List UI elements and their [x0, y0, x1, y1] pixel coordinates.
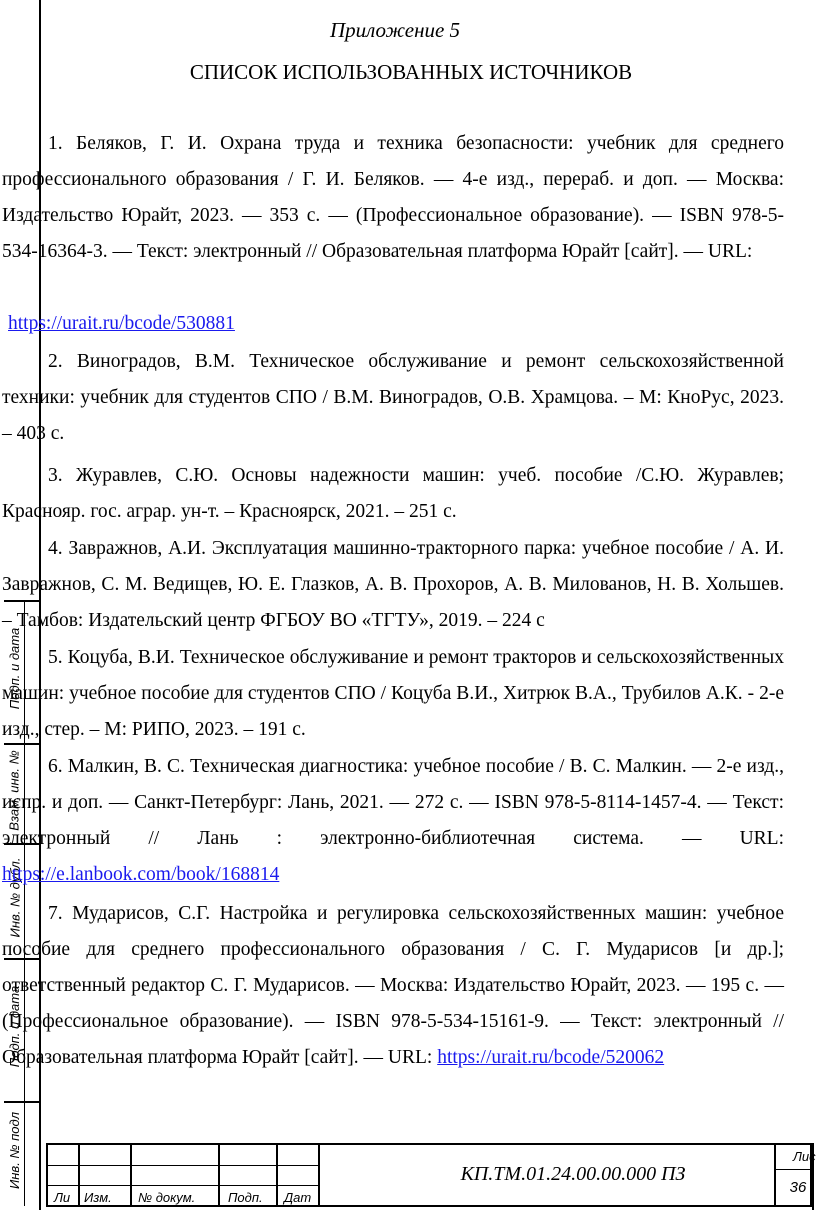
side-cell-orig-inv: [4, 1101, 39, 1206]
source-item-6: [2, 749, 784, 893]
sheet-label: Лис: [793, 1149, 816, 1164]
source-link[interactable]: https://urait.ru/bcode/530881: [8, 313, 235, 334]
source-text: 4. Завражнов, А.И. Эксплуатация машинно-тракторного парка: учебное пособие / А. И. Завражнов, С. М. Ведищев, Ю. Е. Глазков, А. В. Прохоров, А. В. Милованов, Н. В. Хольшев. – Тамбов: Издательский центр ФГБОУ ВО «ТГТУ», 2019. – 224 с: [2, 538, 784, 631]
source-item-1: [2, 126, 784, 270]
source-item-5: [2, 640, 784, 748]
column-label-sheet: Ли: [54, 1190, 71, 1205]
column-label-date: Дат: [284, 1190, 312, 1205]
side-label: Подп. и дата: [7, 985, 23, 1068]
column-label-signature: Подп.: [228, 1190, 263, 1205]
sheet-number: 36: [789, 1179, 807, 1196]
source-item-4: [2, 531, 784, 639]
appendix-heading: Приложение 5: [329, 18, 461, 42]
side-label: Подп. и дата: [7, 627, 23, 710]
source-text: 2. Виноградов, В.М. Техническое обслуживание и ремонт сельскохозяйственной техники: учебник для студентов СПО / В.М. Виноградов, О.В. Храмцова. – М: КноРус, 2023. – 403 с.: [2, 351, 784, 444]
document-code: КП.ТМ.01.24.00.00.000 ПЗ: [460, 1163, 686, 1185]
column-label-doc-number: № докум.: [138, 1190, 196, 1205]
source-link[interactable]: https://e.lanbook.com/book/168814: [2, 864, 280, 885]
source-text: 7. Мударисов, С.Г. Настройка и регулировка сельскохозяйственных машин: учебное пособие для среднего профессионального образования / С. Г. Мударисов [и др.]; ответственный редактор С. Г. Мударисов. — Москва: Издательство Юрайт, 2023. — 195 с. — (Профессиональное образование). — ISBN 978-5-534-15161-9. — Текст: электронный // Образовательная платформа Юрайт [сайт]. — URL:: [2, 903, 784, 1068]
column-label-change: Изм.: [84, 1190, 112, 1205]
source-text: 3. Журавлев, С.Ю. Основы надежности машин: учеб. пособие /С.Ю. Журавлев; Краснояр. гос. аграр. ун-т. – Красноярск, 2021. – 251 с.: [2, 465, 784, 522]
page-title: СПИСОК ИСПОЛЬЗОВАННЫХ ИСТОЧНИКОВ: [189, 60, 633, 84]
source-item-3: [2, 458, 784, 530]
source-item-2: [2, 344, 784, 452]
source-text: 1. Беляков, Г. И. Охрана труда и техника безопасности: учебник для среднего профессионального образования / Г. И. Беляков. — 4-е изд., перераб. и доп. — Москва: Издательство Юрайт, 2023. — 353 с. — (Профессиональное образование). — ISBN 978-5-534-16364-3. — Текст: электронный // Образовательная платформа Юрайт [сайт]. — URL:: [2, 133, 784, 262]
title-block: [46, 1143, 816, 1207]
source-item-7: [2, 896, 784, 1076]
side-label: Инв. № подл: [7, 1111, 22, 1190]
side-label: Инв. № дубл.: [7, 857, 23, 938]
source-text: 5. Коцуба, В.И. Техническое обслуживание и ремонт тракторов и сельскохозяйственных машин: учебное пособие для студентов СПО / Коцуба В.И., Хитрюк В.А., Трубилов А.К. - 2-е изд., стер. – М: РИПО, 2023. – 191 с.: [2, 647, 784, 740]
source-text: 6. Малкин, В. С. Техническая диагностика: учебное пособие / В. С. Малкин. — 2-е изд., испр. и доп. — Санкт-Петербург: Лань, 2021. — 272 с. — ISBN 978-5-8114-1457-4. — Текст: электронный // Лань : электронно-библиотечная система. — URL:: [2, 756, 784, 849]
source-link-row-1: [8, 313, 235, 335]
source-link[interactable]: https://urait.ru/bcode/520062: [437, 1047, 665, 1068]
side-label: Взам. инв. №: [7, 749, 22, 831]
